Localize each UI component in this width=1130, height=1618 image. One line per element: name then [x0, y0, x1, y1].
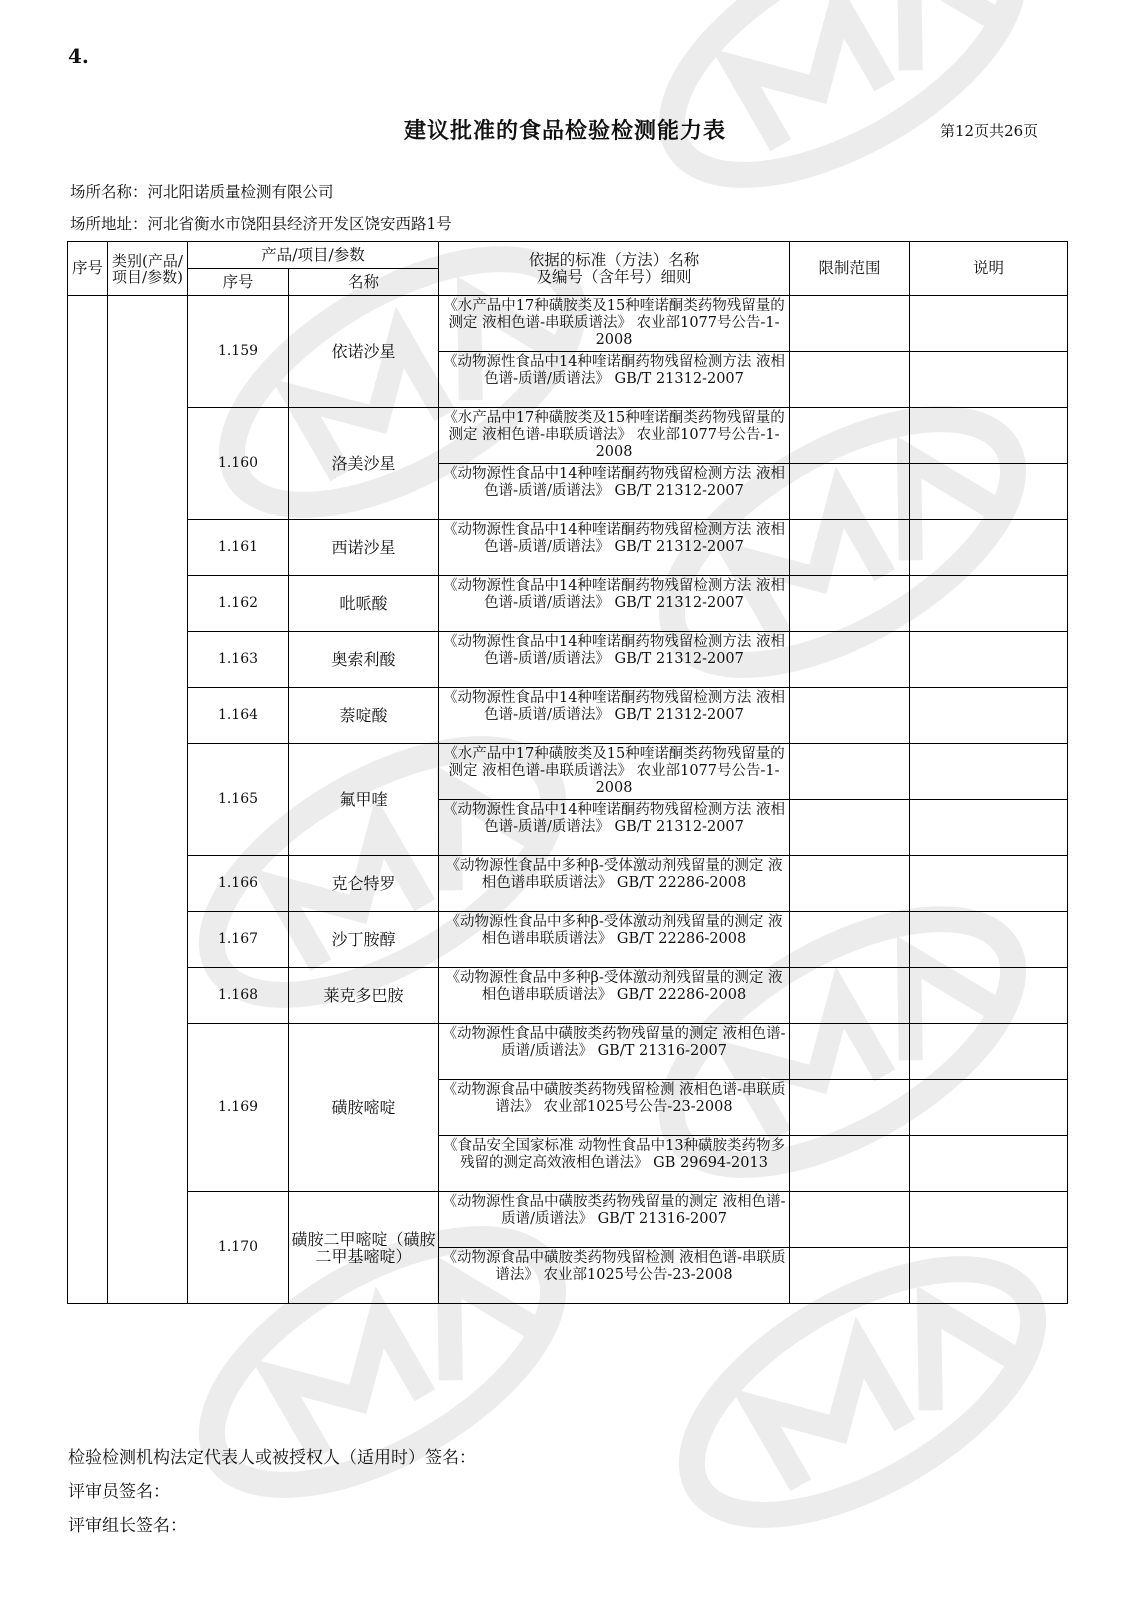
team-leader-signature-label: 评审组长签名： — [68, 1516, 187, 1536]
item-name: 西诺沙星 — [289, 520, 439, 576]
note-cell — [910, 968, 1068, 1024]
item-number: 1.166 — [188, 856, 289, 912]
seq-cell — [68, 296, 108, 1304]
item-name: 磺胺嘧啶 — [289, 1024, 439, 1192]
limit-cell — [790, 968, 910, 1024]
note-cell — [910, 408, 1068, 464]
standard-cell — [439, 1192, 790, 1248]
table-row — [68, 408, 1068, 464]
standard-text: 《动物源性食品中14种喹诺酮药物残留检测方法 液相色谱-质谱/质谱法》 GB/T 21312-2007 — [442, 522, 786, 555]
note-cell — [910, 912, 1068, 968]
reviewer-signature-label: 评审员签名： — [68, 1482, 170, 1502]
table-row — [68, 856, 1068, 912]
item-name: 莱克多巴胺 — [289, 968, 439, 1024]
note-cell — [910, 632, 1068, 688]
standard-cell — [439, 576, 790, 632]
limit-cell — [790, 856, 910, 912]
table-row — [68, 520, 1068, 576]
standard-cell — [439, 688, 790, 744]
item-name: 氟甲喹 — [289, 744, 439, 856]
limit-cell — [790, 408, 910, 464]
table-row — [68, 1192, 1068, 1248]
standard-text: 《动物源性食品中14种喹诺酮药物残留检测方法 液相色谱-质谱/质谱法》 GB/T 21312-2007 — [442, 466, 786, 499]
standard-text: 《动物源性食品中14种喹诺酮药物残留检测方法 液相色谱-质谱/质谱法》 GB/T 21312-2007 — [442, 802, 786, 835]
page-indicator: 第12页共26页 — [940, 122, 1039, 140]
table-row — [68, 1024, 1068, 1080]
header-standard-line1: 依据的标准（方法）名称 — [528, 250, 700, 269]
note-cell — [910, 576, 1068, 632]
standard-text: 《动物源性食品中磺胺类药物残留量的测定 液相色谱-质谱/质谱法》 GB/T 21316-2007 — [442, 1026, 786, 1059]
standard-cell — [439, 968, 790, 1024]
standard-text: 《食品安全国家标准 动物性食品中13种磺胺类药物多残留的测定高效液相色谱法》 GB 29694-2013 — [442, 1138, 786, 1171]
item-number: 1.168 — [188, 968, 289, 1024]
header-standard-line2: 及编号（含年号）细则 — [536, 267, 692, 286]
item-name: 克仑特罗 — [289, 856, 439, 912]
note-cell — [910, 856, 1068, 912]
limit-cell — [790, 688, 910, 744]
header-limit: 限制范围 — [790, 242, 910, 296]
standard-cell — [439, 520, 790, 576]
standard-cell — [439, 1248, 790, 1304]
site-name: 场所名称：河北阳诺质量检测有限公司 — [70, 183, 334, 201]
legal-rep-signature-label: 检验检测机构法定代表人或被授权人（适用时）签名： — [68, 1448, 476, 1468]
limit-cell — [790, 912, 910, 968]
header-sub-seq: 序号 — [188, 269, 289, 296]
note-cell — [910, 1248, 1068, 1304]
standard-text: 《动物源性食品中14种喹诺酮药物残留检测方法 液相色谱-质谱/质谱法》 GB/T 21312-2007 — [442, 578, 786, 611]
standard-text: 《动物源性食品中多种β-受体激动剂残留量的测定 液相色谱串联质谱法》 GB/T 22286-2008 — [445, 858, 783, 891]
note-cell — [910, 1080, 1068, 1136]
standard-cell — [439, 632, 790, 688]
item-name: 沙丁胺醇 — [289, 912, 439, 968]
limit-cell — [790, 352, 910, 408]
limit-cell — [790, 296, 910, 352]
item-number: 1.160 — [188, 408, 289, 520]
item-number: 1.161 — [188, 520, 289, 576]
standard-cell — [439, 408, 790, 464]
note-cell — [910, 1024, 1068, 1080]
limit-cell — [790, 1248, 910, 1304]
standard-text: 《动物源性食品中多种β-受体激动剂残留量的测定 液相色谱串联质谱法》 GB/T 22286-2008 — [445, 970, 783, 1003]
standard-text: 《动物源性食品中14种喹诺酮药物残留检测方法 液相色谱-质谱/质谱法》 GB/T 21312-2007 — [442, 690, 786, 723]
section-number: 4. — [68, 44, 89, 68]
standard-cell — [439, 296, 790, 352]
item-name: 依诺沙星 — [289, 296, 439, 408]
note-cell — [910, 1136, 1068, 1192]
note-cell — [910, 744, 1068, 800]
item-number: 1.163 — [188, 632, 289, 688]
standard-cell — [439, 1024, 790, 1080]
category-cell — [108, 296, 188, 1304]
note-cell — [910, 296, 1068, 352]
item-name: 奥索利酸 — [289, 632, 439, 688]
capability-table — [67, 241, 1068, 1304]
table-row — [68, 688, 1068, 744]
item-number: 1.167 — [188, 912, 289, 968]
standard-cell — [439, 800, 790, 856]
limit-cell — [790, 520, 910, 576]
standard-cell — [439, 856, 790, 912]
standard-cell — [439, 352, 790, 408]
limit-cell — [790, 1080, 910, 1136]
header-category: 类别(产品/项目/参数) — [108, 242, 188, 296]
standard-cell — [439, 464, 790, 520]
standard-cell — [439, 744, 790, 800]
item-name: 萘啶酸 — [289, 688, 439, 744]
limit-cell — [790, 800, 910, 856]
standard-cell — [439, 1080, 790, 1136]
item-name: 磺胺二甲嘧啶（磺胺二甲基嘧啶） — [289, 1192, 439, 1304]
item-name: 吡哌酸 — [289, 576, 439, 632]
item-name: 洛美沙星 — [289, 408, 439, 520]
table-row — [68, 968, 1068, 1024]
note-cell — [910, 352, 1068, 408]
note-cell — [910, 1192, 1068, 1248]
header-seq: 序号 — [68, 242, 108, 296]
note-cell — [910, 464, 1068, 520]
table-row — [68, 576, 1068, 632]
limit-cell — [790, 1024, 910, 1080]
standard-text: 《动物源性食品中14种喹诺酮药物残留检测方法 液相色谱-质谱/质谱法》 GB/T 21312-2007 — [442, 634, 786, 667]
item-number: 1.159 — [188, 296, 289, 408]
site-address: 场所地址：河北省衡水市饶阳县经济开发区饶安西路1号 — [70, 215, 452, 233]
standard-text: 《动物源性食品中多种β-受体激动剂残留量的测定 液相色谱串联质谱法》 GB/T 22286-2008 — [445, 914, 783, 947]
item-number: 1.165 — [188, 744, 289, 856]
standard-text: 《水产品中17种磺胺类及15种喹诺酮类药物残留量的测定 液相色谱-串联质谱法》 农业部1077号公告-1-2008 — [443, 746, 785, 796]
item-number: 1.164 — [188, 688, 289, 744]
header-product-group: 产品/项目/参数 — [188, 242, 439, 269]
table-row — [68, 296, 1068, 352]
standard-text: 《动物源食品中磺胺类药物残留检测 液相色谱-串联质谱法》 农业部1025号公告-23-2008 — [442, 1082, 786, 1115]
note-cell — [910, 800, 1068, 856]
note-cell — [910, 688, 1068, 744]
limit-cell — [790, 1136, 910, 1192]
limit-cell — [790, 744, 910, 800]
limit-cell — [790, 464, 910, 520]
table-row — [68, 744, 1068, 800]
note-cell — [910, 520, 1068, 576]
header-sub-name: 名称 — [289, 269, 439, 296]
table-row — [68, 912, 1068, 968]
header-note: 说明 — [910, 242, 1068, 296]
limit-cell — [790, 632, 910, 688]
standard-text: 《动物源性食品中14种喹诺酮药物残留检测方法 液相色谱-质谱/质谱法》 GB/T 21312-2007 — [442, 354, 786, 387]
page-title: 建议批准的食品检验检测能力表 — [403, 118, 726, 144]
table-row — [68, 632, 1068, 688]
standard-text: 《水产品中17种磺胺类及15种喹诺酮类药物残留量的测定 液相色谱-串联质谱法》 农业部1077号公告-1-2008 — [443, 298, 785, 348]
standard-text: 《动物源食品中磺胺类药物残留检测 液相色谱-串联质谱法》 农业部1025号公告-23-2008 — [442, 1250, 786, 1283]
standard-text: 《水产品中17种磺胺类及15种喹诺酮类药物残留量的测定 液相色谱-串联质谱法》 农业部1077号公告-1-2008 — [443, 410, 785, 460]
standard-text: 《动物源性食品中磺胺类药物残留量的测定 液相色谱-质谱/质谱法》 GB/T 21316-2007 — [442, 1194, 786, 1227]
limit-cell — [790, 1192, 910, 1248]
standard-cell — [439, 1136, 790, 1192]
limit-cell — [790, 576, 910, 632]
header-standard — [439, 242, 790, 296]
standard-cell — [439, 912, 790, 968]
table-body — [68, 296, 1068, 1304]
item-number: 1.162 — [188, 576, 289, 632]
item-number: 1.170 — [188, 1192, 289, 1304]
item-number: 1.169 — [188, 1024, 289, 1192]
